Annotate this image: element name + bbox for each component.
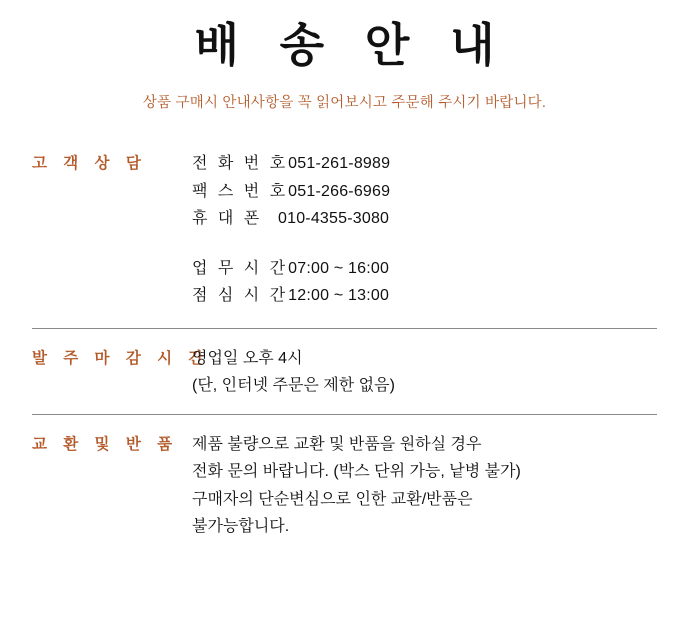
hours-row-lunch: [192, 282, 657, 310]
exchange-return-line-3: 구매자의 단순변심으로 인한 교환/반품은: [192, 490, 473, 508]
hours-label-lunch: 점 심 시 간: [192, 287, 289, 305]
contact-row-phone: [192, 150, 657, 178]
contact-label-fax: 팩 스 번 호: [192, 182, 289, 200]
hours-value-business: 07:00 ~ 16:00: [288, 259, 390, 277]
contact-label-mobile: 휴 대 폰: [192, 210, 263, 228]
section-body-exchange-return: [192, 431, 657, 541]
section-body-customer-support: [192, 150, 657, 310]
section-label-exchange-return: 교 환 및 반 품: [32, 435, 179, 453]
hours-label-business: 업 무 시 간: [192, 259, 289, 277]
contact-row-fax: [192, 178, 657, 206]
contact-value-mobile: 010-4355-3080: [278, 210, 390, 228]
exchange-return-line-1: 제품 불량으로 교환 및 반품을 원하실 경우: [192, 435, 482, 453]
section-label-customer-support: 고 객 상 담: [32, 155, 147, 173]
section-order-deadline: [32, 345, 657, 414]
page-title: 배 송 안 내: [194, 19, 509, 71]
contact-label-phone: 전 화 번 호: [192, 155, 289, 173]
exchange-return-line-2: 전화 문의 바랍니다. (박스 단위 가능, 낱병 불가): [192, 463, 521, 481]
exchange-return-line-4: 불가능합니다.: [192, 518, 290, 536]
row-spacer: [192, 233, 657, 255]
contact-value-phone: 051-261-8989: [288, 155, 391, 173]
section-exchange-return: [32, 431, 657, 555]
contact-value-fax: 051-266-6969: [288, 182, 391, 200]
content-area: [0, 150, 689, 555]
hours-value-lunch: 12:00 ~ 13:00: [288, 287, 390, 305]
page-subtitle: 상품 구매시 안내사항을 꼭 읽어보시고 주문해 주시기 바랍니다.: [142, 95, 547, 112]
section-label-order-deadline: 발 주 마 감 시 간: [32, 349, 210, 367]
order-deadline-line-2: (단, 인터넷 주문은 제한 없음): [192, 377, 395, 395]
divider-2: [32, 414, 657, 415]
divider-1: [32, 328, 657, 329]
hours-row-business: [192, 255, 657, 283]
section-customer-support: [32, 150, 657, 328]
section-body-order-deadline: [192, 345, 657, 400]
order-deadline-line-1: 영업일 오후 4시: [192, 349, 303, 367]
contact-row-mobile: [192, 205, 657, 233]
